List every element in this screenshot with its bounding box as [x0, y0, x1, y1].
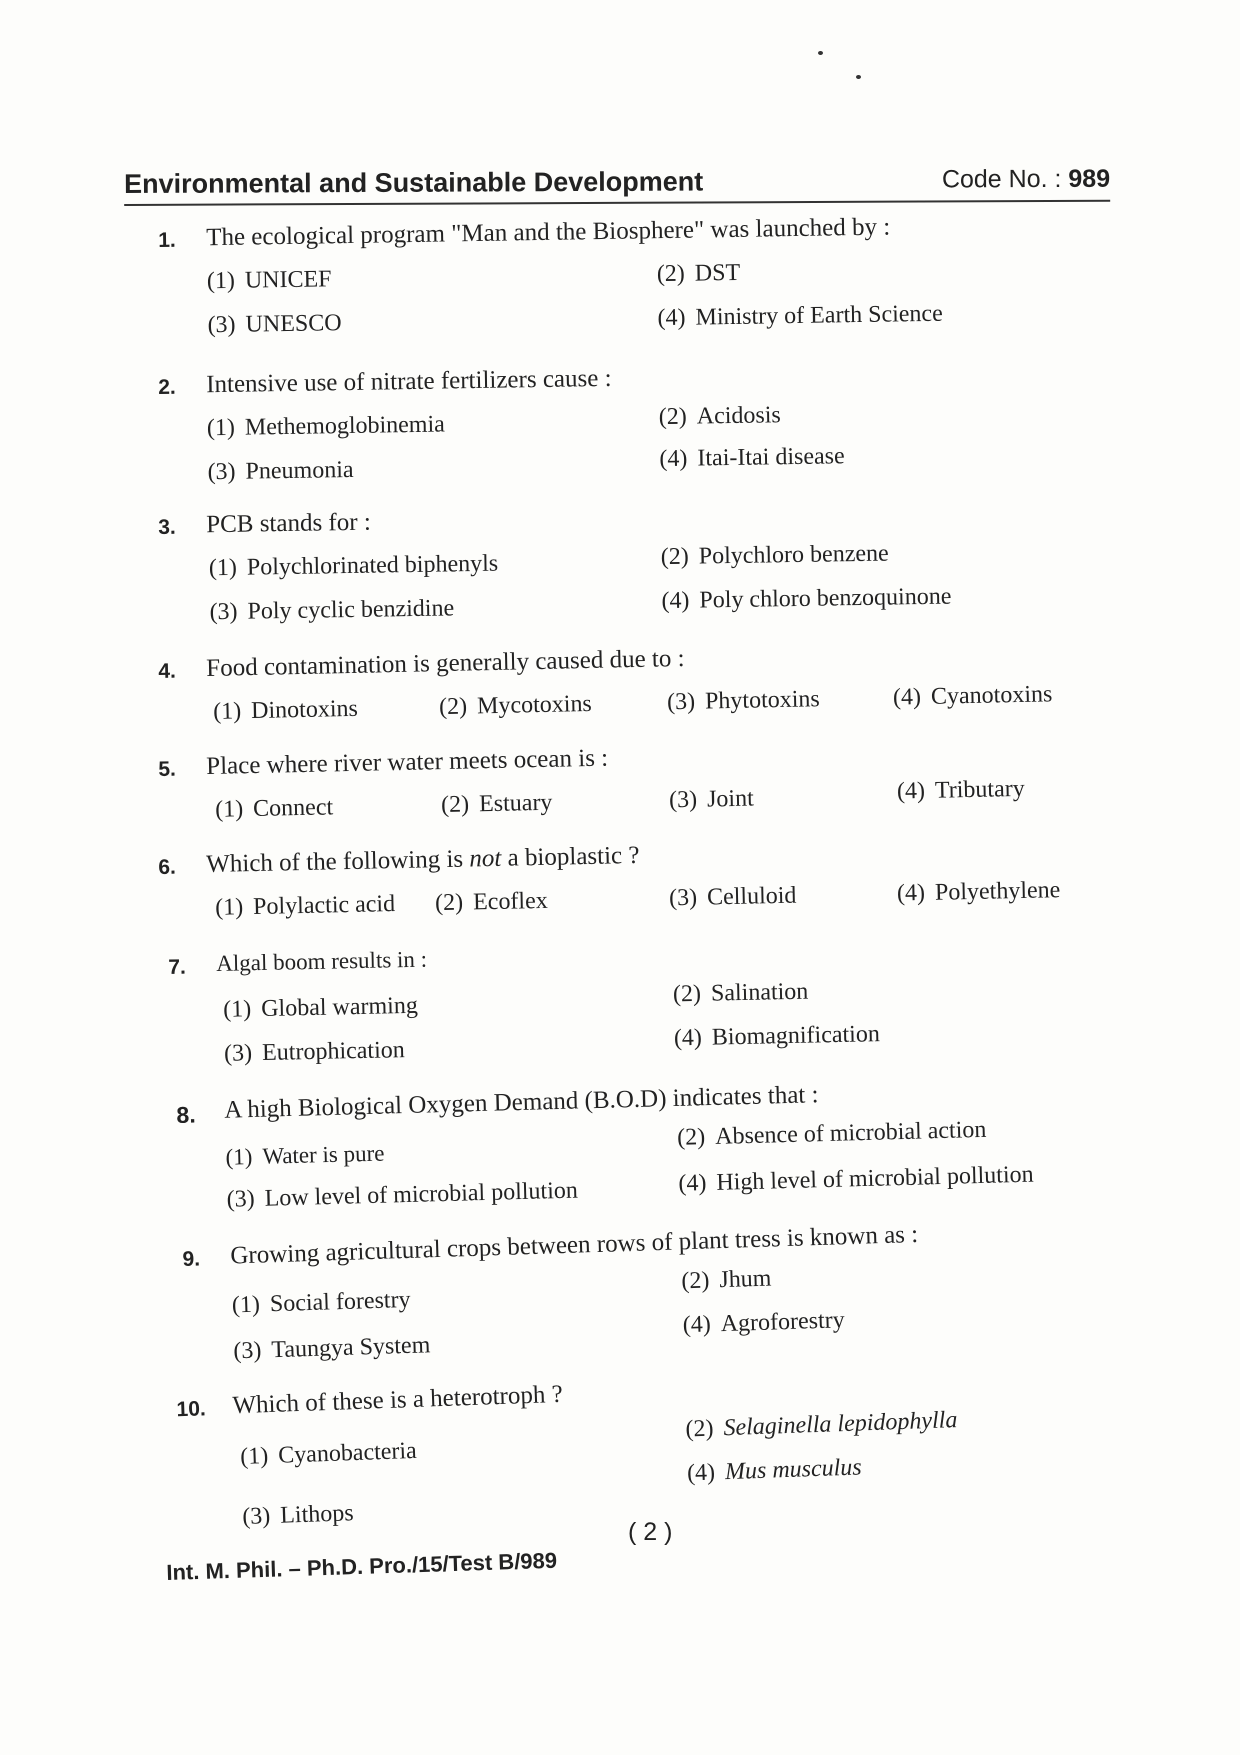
option-number: (2) [656, 260, 686, 288]
option-number: (2) [658, 403, 687, 431]
option-3 [233, 1332, 431, 1365]
option-number: (4) [896, 879, 926, 907]
option-number: (3) [668, 884, 698, 912]
option-1 [207, 266, 332, 295]
option-3 [667, 686, 820, 716]
option-number: (1) [214, 894, 244, 921]
option-number: (2) [676, 1124, 706, 1151]
option-text: Phytotoxins [704, 686, 821, 715]
question-4 [158, 637, 1090, 746]
option-4 [687, 1454, 862, 1487]
question-text: Which of these is a heterotroph ? [231, 1380, 564, 1420]
option-2 [441, 790, 553, 819]
option-1 [223, 993, 418, 1024]
option-number: (2) [685, 1415, 714, 1443]
option-text: Polychlorinated biphenyls [246, 550, 499, 581]
option-4 [657, 301, 943, 332]
question-2 [158, 357, 1090, 502]
option-3 [226, 1178, 578, 1214]
option-4 [897, 877, 1061, 907]
option-1 [207, 412, 445, 443]
option-number: (3) [207, 311, 236, 339]
page-header [124, 156, 1110, 206]
option-4 [897, 776, 1025, 806]
option-2 [659, 402, 781, 431]
question-number: 10. [176, 1397, 207, 1422]
option-text: Selaginella lepidophylla [723, 1407, 958, 1442]
option-text: Polyethylene [934, 877, 1061, 906]
option-3 [224, 1037, 405, 1068]
option-4 [678, 1162, 1034, 1198]
option-number: (1) [212, 698, 242, 725]
scan-speck [856, 75, 861, 79]
option-text: Agroforestry [720, 1307, 846, 1338]
option-text: Biomagnification [711, 1021, 881, 1051]
option-number: (4) [657, 304, 686, 332]
question-number: 7. [168, 955, 187, 979]
option-text: Polychloro benzene [698, 540, 889, 570]
option-text: Low level of microbial pollution [264, 1177, 579, 1212]
option-number: (4) [659, 445, 688, 473]
option-text: Poly chloro benzoquinone [699, 583, 952, 614]
code-label: Code No. : [941, 164, 1062, 194]
question-number: 2. [158, 375, 176, 399]
option-text: Lithops [279, 1500, 355, 1529]
option-number: (3) [232, 1337, 262, 1365]
question-text: Growing agricultural crops between rows of plant tress is known as : [229, 1220, 919, 1270]
option-text: Polylactic acid [252, 891, 396, 921]
option-number: (4) [896, 777, 926, 805]
question-number: 5. [158, 757, 177, 781]
option-text: Connect [252, 794, 334, 823]
question-text: Place where river water meets ocean is : [205, 744, 609, 780]
option-1 [213, 696, 358, 726]
option-text: Pneumonia [245, 456, 354, 485]
option-text: Tributary [934, 775, 1025, 804]
option-text: Taungya System [270, 1332, 431, 1364]
option-text: Eutrophication [261, 1037, 406, 1067]
option-number: (1) [208, 554, 238, 582]
code-value: 989 [1068, 164, 1111, 193]
option-3 [207, 457, 353, 486]
option-text: Cyanobacteria [277, 1437, 418, 1469]
option-1 [225, 1141, 385, 1171]
option-text: Celluloid [706, 882, 797, 911]
option-1 [209, 551, 499, 583]
question-text-start: Which of the following is [205, 845, 470, 878]
option-2 [681, 1266, 772, 1296]
option-2 [657, 260, 741, 288]
question-number: 8. [176, 1101, 196, 1128]
question-6 [158, 833, 1090, 942]
option-4 [893, 681, 1053, 711]
question-7 [168, 933, 1101, 1082]
question-text-emphasis: not [469, 844, 502, 873]
option-number: (2) [434, 889, 464, 917]
option-number: (1) [239, 1443, 269, 1471]
option-2 [439, 691, 592, 721]
option-1 [215, 891, 395, 922]
question-9 [182, 1215, 1116, 1374]
question-text: A high Biological Oxygen Demand (B.O.D) indicates that : [223, 1081, 819, 1124]
option-text: Poly cyclic benzidine [247, 595, 455, 625]
option-3 [669, 786, 754, 815]
scan-speck [818, 51, 823, 55]
option-text: Ministry of Earth Science [695, 300, 943, 331]
option-1 [232, 1287, 411, 1320]
option-text: Salination [710, 978, 809, 1007]
option-number: (3) [226, 1185, 255, 1213]
option-number: (4) [673, 1024, 703, 1052]
code-number [942, 165, 1110, 195]
option-number: (3) [209, 598, 238, 626]
option-number: (1) [222, 996, 252, 1023]
option-text: Methemoglobinemia [244, 411, 446, 441]
option-text: Water is pure [262, 1140, 385, 1169]
option-text: UNICEF [244, 266, 332, 294]
question-text-end: a bioplastic ? [501, 841, 640, 872]
option-number: (3) [223, 1040, 253, 1067]
option-number: (2) [438, 693, 468, 721]
question-1 [158, 210, 1090, 355]
option-text: Estuary [478, 789, 553, 818]
question-number: 4. [158, 659, 177, 683]
option-number: (3) [668, 786, 698, 814]
option-number: (2) [672, 980, 702, 1008]
option-text: Mus musculus [724, 1454, 863, 1486]
option-2 [435, 888, 548, 917]
option-3 [242, 1500, 354, 1531]
option-4 [661, 584, 951, 616]
option-number: (3) [207, 458, 236, 486]
option-text: Absence of microbial action [714, 1116, 987, 1150]
question-number: 3. [158, 515, 176, 539]
question-3 [158, 497, 1090, 642]
option-text: DST [694, 259, 741, 287]
option-number: (1) [214, 796, 244, 823]
option-text: Mycotoxins [476, 690, 593, 720]
option-text: Acidosis [696, 402, 781, 430]
option-number: (2) [660, 543, 689, 571]
option-text: Dinotoxins [250, 695, 359, 725]
option-text: Jhum [718, 1265, 772, 1294]
option-number: (4) [892, 684, 922, 711]
option-1 [240, 1438, 417, 1471]
option-3 [207, 310, 341, 339]
option-text: Itai-Itai disease [697, 443, 845, 472]
option-number: (4) [682, 1311, 712, 1339]
option-4 [659, 443, 845, 473]
option-number: (1) [231, 1291, 261, 1319]
footer-code: Int. M. Phil. – Ph.D. Pro./15/Test B/989 [166, 1547, 558, 1585]
question-text: Food contamination is generally caused due to : [205, 644, 685, 682]
option-2 [673, 979, 809, 1009]
option-text: Global warming [260, 992, 419, 1023]
question-text [206, 842, 640, 879]
option-1 [215, 794, 334, 823]
question-8 [176, 1074, 1109, 1228]
option-text: UNESCO [245, 310, 342, 338]
question-text: Algal boom results in : [215, 946, 428, 976]
option-number: (2) [440, 791, 470, 819]
option-number: (1) [206, 267, 236, 295]
question-text: PCB stands for : [205, 508, 372, 539]
option-number: (4) [678, 1170, 707, 1197]
question-text: Intensive use of nitrate fertilizers cause : [205, 364, 612, 399]
question-5 [158, 735, 1090, 844]
page-number: ( 2 ) [628, 1518, 673, 1546]
option-text: Cyanotoxins [930, 681, 1053, 710]
option-number: (4) [661, 587, 690, 615]
option-number: (2) [681, 1267, 710, 1295]
option-number: (4) [686, 1459, 716, 1487]
option-number: (1) [225, 1144, 253, 1170]
question-number: 6. [158, 855, 177, 879]
question-number: 9. [182, 1247, 201, 1271]
option-text: Ecoflex [472, 887, 548, 916]
option-4 [674, 1021, 880, 1052]
option-text: Joint [706, 785, 755, 813]
option-4 [682, 1307, 845, 1339]
exam-title: Environmental and Sustainable Development [124, 166, 704, 199]
option-text: High level of microbial pollution [716, 1161, 1034, 1196]
option-number: (1) [206, 414, 236, 442]
option-number: (3) [666, 688, 696, 716]
question-number: 1. [158, 228, 176, 252]
question-text: The ecological program "Man and the Biosphere" was launched by : [205, 213, 891, 252]
option-number: (3) [241, 1503, 271, 1531]
option-2 [661, 541, 889, 572]
option-text: Social forestry [269, 1286, 411, 1318]
option-3 [669, 883, 797, 913]
option-3 [209, 595, 454, 626]
